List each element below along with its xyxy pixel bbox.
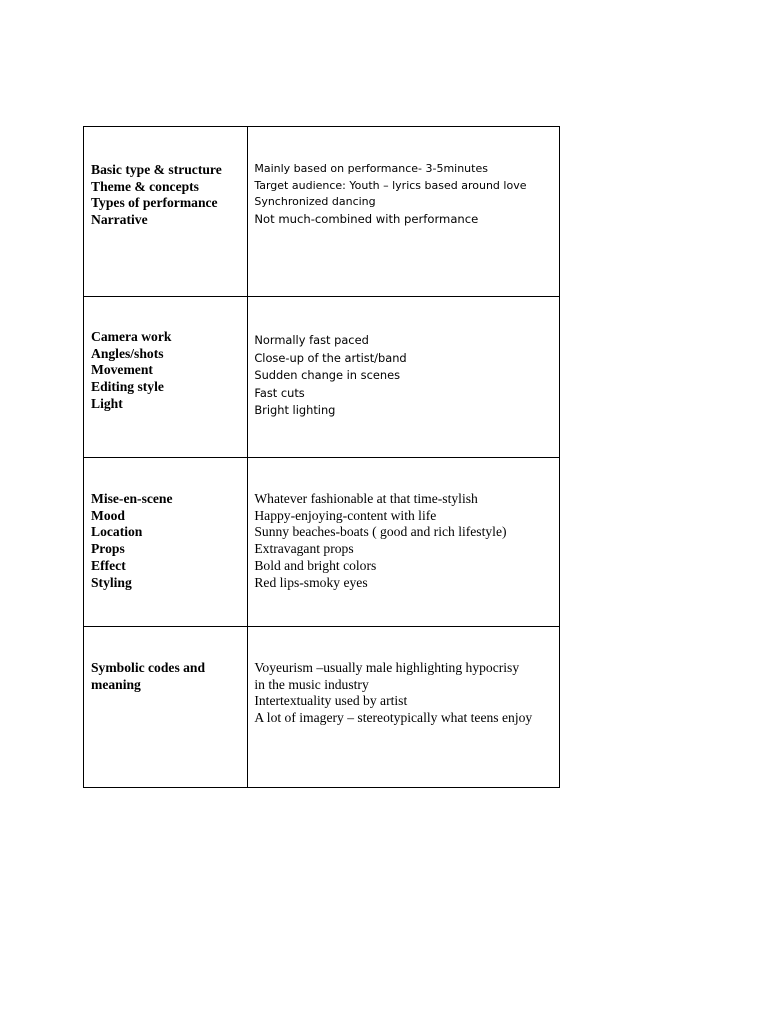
category-label: Symbolic codes and [91, 660, 206, 675]
music-video-conventions-table [83, 126, 560, 788]
description-line: A lot of imagery – stereotypically what teens enjoy [254, 710, 533, 726]
category-labels [91, 329, 171, 413]
description-line: Happy-enjoying-content with life [254, 507, 437, 523]
description-line: Extravagant props [254, 541, 354, 557]
category-label: Location [91, 524, 143, 540]
table-row [84, 127, 560, 297]
description-line: in the music industry [254, 676, 369, 692]
category-labels [91, 660, 205, 693]
description-lines [254, 332, 406, 420]
description-line: Target audience: Youth – lyrics based around love [254, 178, 527, 192]
description-line: Close-up of the artist/band [254, 350, 407, 365]
category-label: Styling [91, 574, 132, 590]
description-lines [254, 161, 526, 228]
table-row [84, 458, 560, 627]
description-lines [254, 660, 532, 727]
description-line: Intertextuality used by artist [254, 693, 408, 709]
description-line: Fast cuts [254, 385, 305, 400]
category-label: Effect [91, 557, 126, 573]
category-label: Basic type & structure [91, 162, 222, 177]
description-cell [248, 127, 560, 297]
category-label: Light [91, 395, 123, 411]
description-line: Not much-combined with performance [254, 212, 479, 227]
category-label: Props [91, 541, 125, 557]
table-row [84, 297, 560, 458]
category-label: Camera work [91, 329, 172, 344]
category-cell [84, 627, 248, 788]
category-label: Movement [91, 362, 153, 378]
category-cell [84, 297, 248, 458]
description-line: Bold and bright colors [254, 557, 377, 573]
category-label: Mood [91, 507, 125, 523]
description-line: Sunny beaches-boats ( good and rich lifestyle) [254, 524, 507, 540]
description-line: Mainly based on performance- 3-5minutes [254, 162, 488, 175]
category-labels [91, 491, 173, 591]
description-line: Voyeurism –usually male highlighting hypocrisy [254, 660, 520, 675]
category-label: meaning [91, 676, 141, 692]
description-cell [248, 458, 560, 627]
description-line: Whatever fashionable at that time-stylish [254, 491, 478, 506]
description-line: Sudden change in scenes [254, 368, 401, 382]
category-label: Types of performance [91, 195, 218, 211]
category-label: Mise-en-scene [91, 491, 173, 506]
category-label: Editing style [91, 379, 164, 395]
description-cell [248, 627, 560, 788]
description-cell [248, 297, 560, 458]
table-row [84, 627, 560, 788]
category-cell [84, 127, 248, 297]
category-cell [84, 458, 248, 627]
category-label: Angles/shots [91, 345, 164, 361]
description-line: Normally fast paced [254, 333, 369, 347]
description-line: Synchronized dancing [254, 195, 376, 209]
category-labels [91, 162, 222, 229]
description-line: Bright lighting [254, 403, 336, 417]
category-label: Narrative [91, 212, 148, 228]
category-label: Theme & concepts [91, 178, 199, 194]
description-lines [254, 491, 506, 591]
description-line: Red lips-smoky eyes [254, 574, 368, 590]
